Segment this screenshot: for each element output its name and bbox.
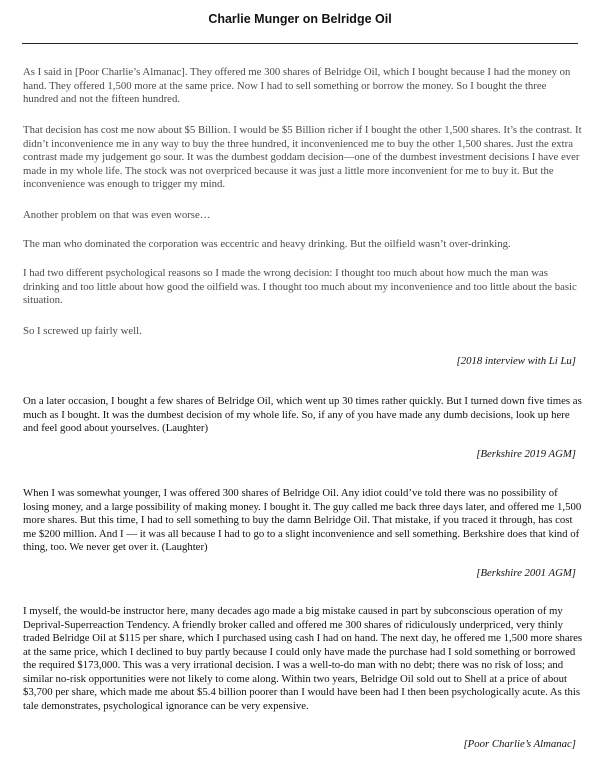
citation-berkshire-2001: [Berkshire 2001 AGM] (476, 567, 576, 579)
citation-berkshire-2019: [Berkshire 2019 AGM] (476, 448, 576, 460)
paragraph-4: The man who dominated the corporation was eccentric and heavy drinking. But the oilfield wasn’t over-drinking. (23, 238, 511, 250)
paragraph-1: As I said in [Poor Charlie’s Almanac]. They offered me 300 shares of Belridge Oil, which I bought because I had the money on hand. They offered 1,500 more at the same price. Now I had to sell something or borrow the money. So I bought the three hundred and not the fifteen hundred. (23, 66, 571, 105)
paragraph-2: That decision has cost me now about $5 Billion. I would be $5 Billion richer if I bought the other 1,500 shares. It’s the contrast. It didn’t inconvenience me in any way to buy the three hundred, it inconvenienced me to buy the other 1,500 shares. Just the extra contrast made my judgement go sour. It was the dumbest goddam decision—one of the dumbest investment decisions I have ever made in my whole life. The stock was not overpriced because it was just a little more inconvenient for me to buy it. But the inconvenience was enough to trigger my mind. (23, 124, 582, 190)
citation-2018-interview: [2018 interview with Li Lu] (456, 355, 576, 367)
title-divider (22, 43, 578, 44)
paragraph-8: When I was somewhat younger, I was offered 300 shares of Belridge Oil. Any idiot could’ve told there was no possibility of losing money, and a large possibility of making money. I bought it. The guy called me back three days later, and offered me 1,500 more shares. But this time, I had to sell something to buy the damn Belridge Oil. That mistake, if you traced it through, has cost me $200 million. And I — it was all because I had to go to a slight inconvenience and sell something. Berkshire does that kind of thing, too. We never get over it. (Laughter) (23, 487, 582, 553)
document-title: Charlie Munger on Belridge Oil (208, 12, 392, 26)
paragraph-7: On a later occasion, I bought a few shares of Belridge Oil, which went up 30 times rather quickly. But I turned down five times as much as I bought. It was the dumbest decision of my whole life. So, if any of you have made any dumb decisions, look up here and feel good about yourselves. (Laughter) (23, 395, 582, 434)
paragraph-5: I had two different psychological reasons so I made the wrong decision: I thought too much about how much the man was drinking and too little about how good the oilfield was. I thought too much about my inconvenience and too little about the basic situation. (23, 267, 577, 306)
citation-poor-charlies-almanac: [Poor Charlie’s Almanac] (463, 738, 576, 750)
paragraph-9: I myself, the would-be instructor here, many decades ago made a big mistake caused in part by subconscious operation of my Deprival-Superreaction Tendency. A friendly broker called and offered me 300 shares of ridiculously underpriced, very thinly traded Belridge Oil at $115 per share, which I purchased using cash I had on hand. The next day, he offered me 1,500 more shares at the same price, which I declined to buy partly because I could only have made the purchase had I sold something or borrowed the required $173,000. This was a very irrational decision. I was a well-to-do man with no debt; there was no risk of loss; and similar no-risk opportunities were not likely to come along. Within two years, Belridge Oil sold out to Shell at a price of about $3,700 per share, which made me about $5.4 billion poorer than I would have been had I then been psychologically acute. As this tale demonstrates, psychological ignorance can be very expensive. (23, 605, 583, 712)
paragraph-3: Another problem on that was even worse… (23, 209, 211, 221)
paragraph-6: So I screwed up fairly well. (23, 325, 142, 337)
